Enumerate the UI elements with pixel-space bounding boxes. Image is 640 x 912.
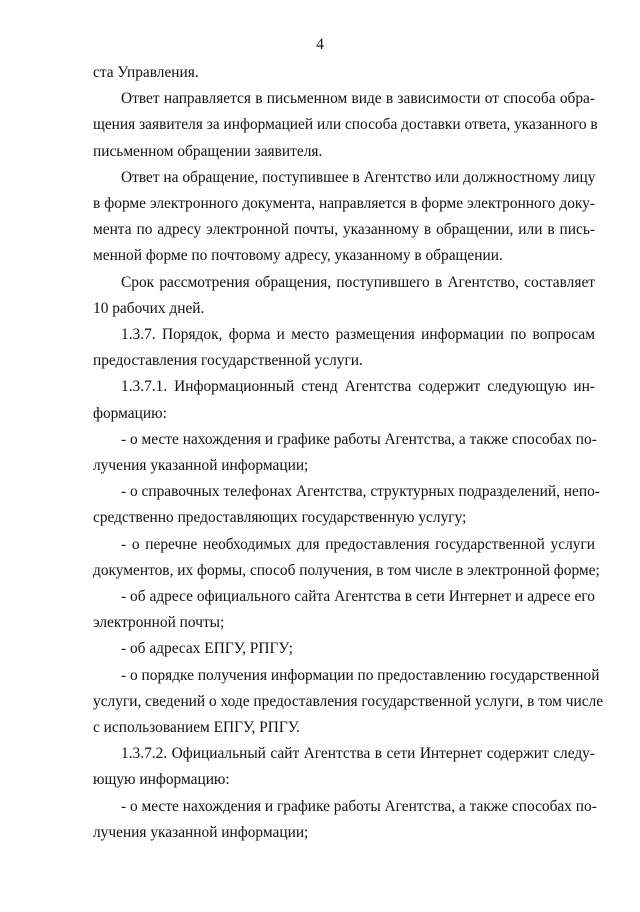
text-line: услуги, сведений о ходе предоставления государственной услуги, в том числе [93,692,604,710]
text-line: - о порядке получения информации по предоставлению государственной [121,666,600,684]
text-line: менной форме по почтовому адресу, указанному в обращении. [93,247,503,265]
text-line: в форме электронного документа, направляется в форме электронного доку- [93,195,595,212]
text-line: - о месте нахождения и графике работы Агентства, а также способах по- [121,797,597,815]
text-line: 1.3.7.1. Информационный стенд Агентства содержит следующую ин- [121,378,595,396]
text-line: лучения указанной информации; [93,457,309,474]
text-line: 10 рабочих дней. [93,299,205,317]
text-line: ста Управления. [93,64,199,81]
text-line: ющую информацию: [93,771,230,789]
text-line: - об адресах ЕПГУ, РПГУ; [121,640,293,658]
text-line: Ответ направляется в письменном виде в зависимости от способа обра- [121,90,595,108]
text-line: письменном обращении заявителя. [93,142,323,160]
text-line: - о перечне необходимых для предоставления государственной услуги [121,535,595,553]
text-line: документов, их формы, способ получения, в том числе в электронной форме; [93,561,600,579]
text-line: Ответ на обращение, поступившее в Агентство или должностному лицу [121,168,596,186]
page-number: 4 [316,36,324,53]
text-line: щения заявителя за информацией или способа доставки ответа, указанного в [93,116,598,134]
text-line: формацию: [93,404,167,422]
text-line: лучения указанной информации; [93,823,309,841]
text-line: - о месте нахождения и графике работы Агентства, а также способах по- [121,430,597,448]
text-line: 1.3.7. Порядок, форма и место размещения информации по вопросам [121,326,595,343]
text-line: средственно предоставляющих государственную услугу; [93,509,467,527]
text-line: с использованием ЕПГУ, РПГУ. [93,719,300,736]
text-line: 1.3.7.2. Официальный сайт Агентства в сети Интернет содержит следу- [121,745,595,763]
text-line: - об адресе официального сайта Агентства в сети Интернет и адресе его [121,588,595,605]
text-line: - о справочных телефонах Агентства, структурных подразделений, непо- [121,483,600,501]
text-line: электронной почты; [93,614,225,632]
text-line: Срок рассмотрения обращения, поступившего в Агентство, составляет [121,273,595,291]
text-line: мента по адресу электронной почты, указанному в обращении, или в пись- [93,221,595,239]
text-line: предоставления государственной услуги. [93,352,363,370]
